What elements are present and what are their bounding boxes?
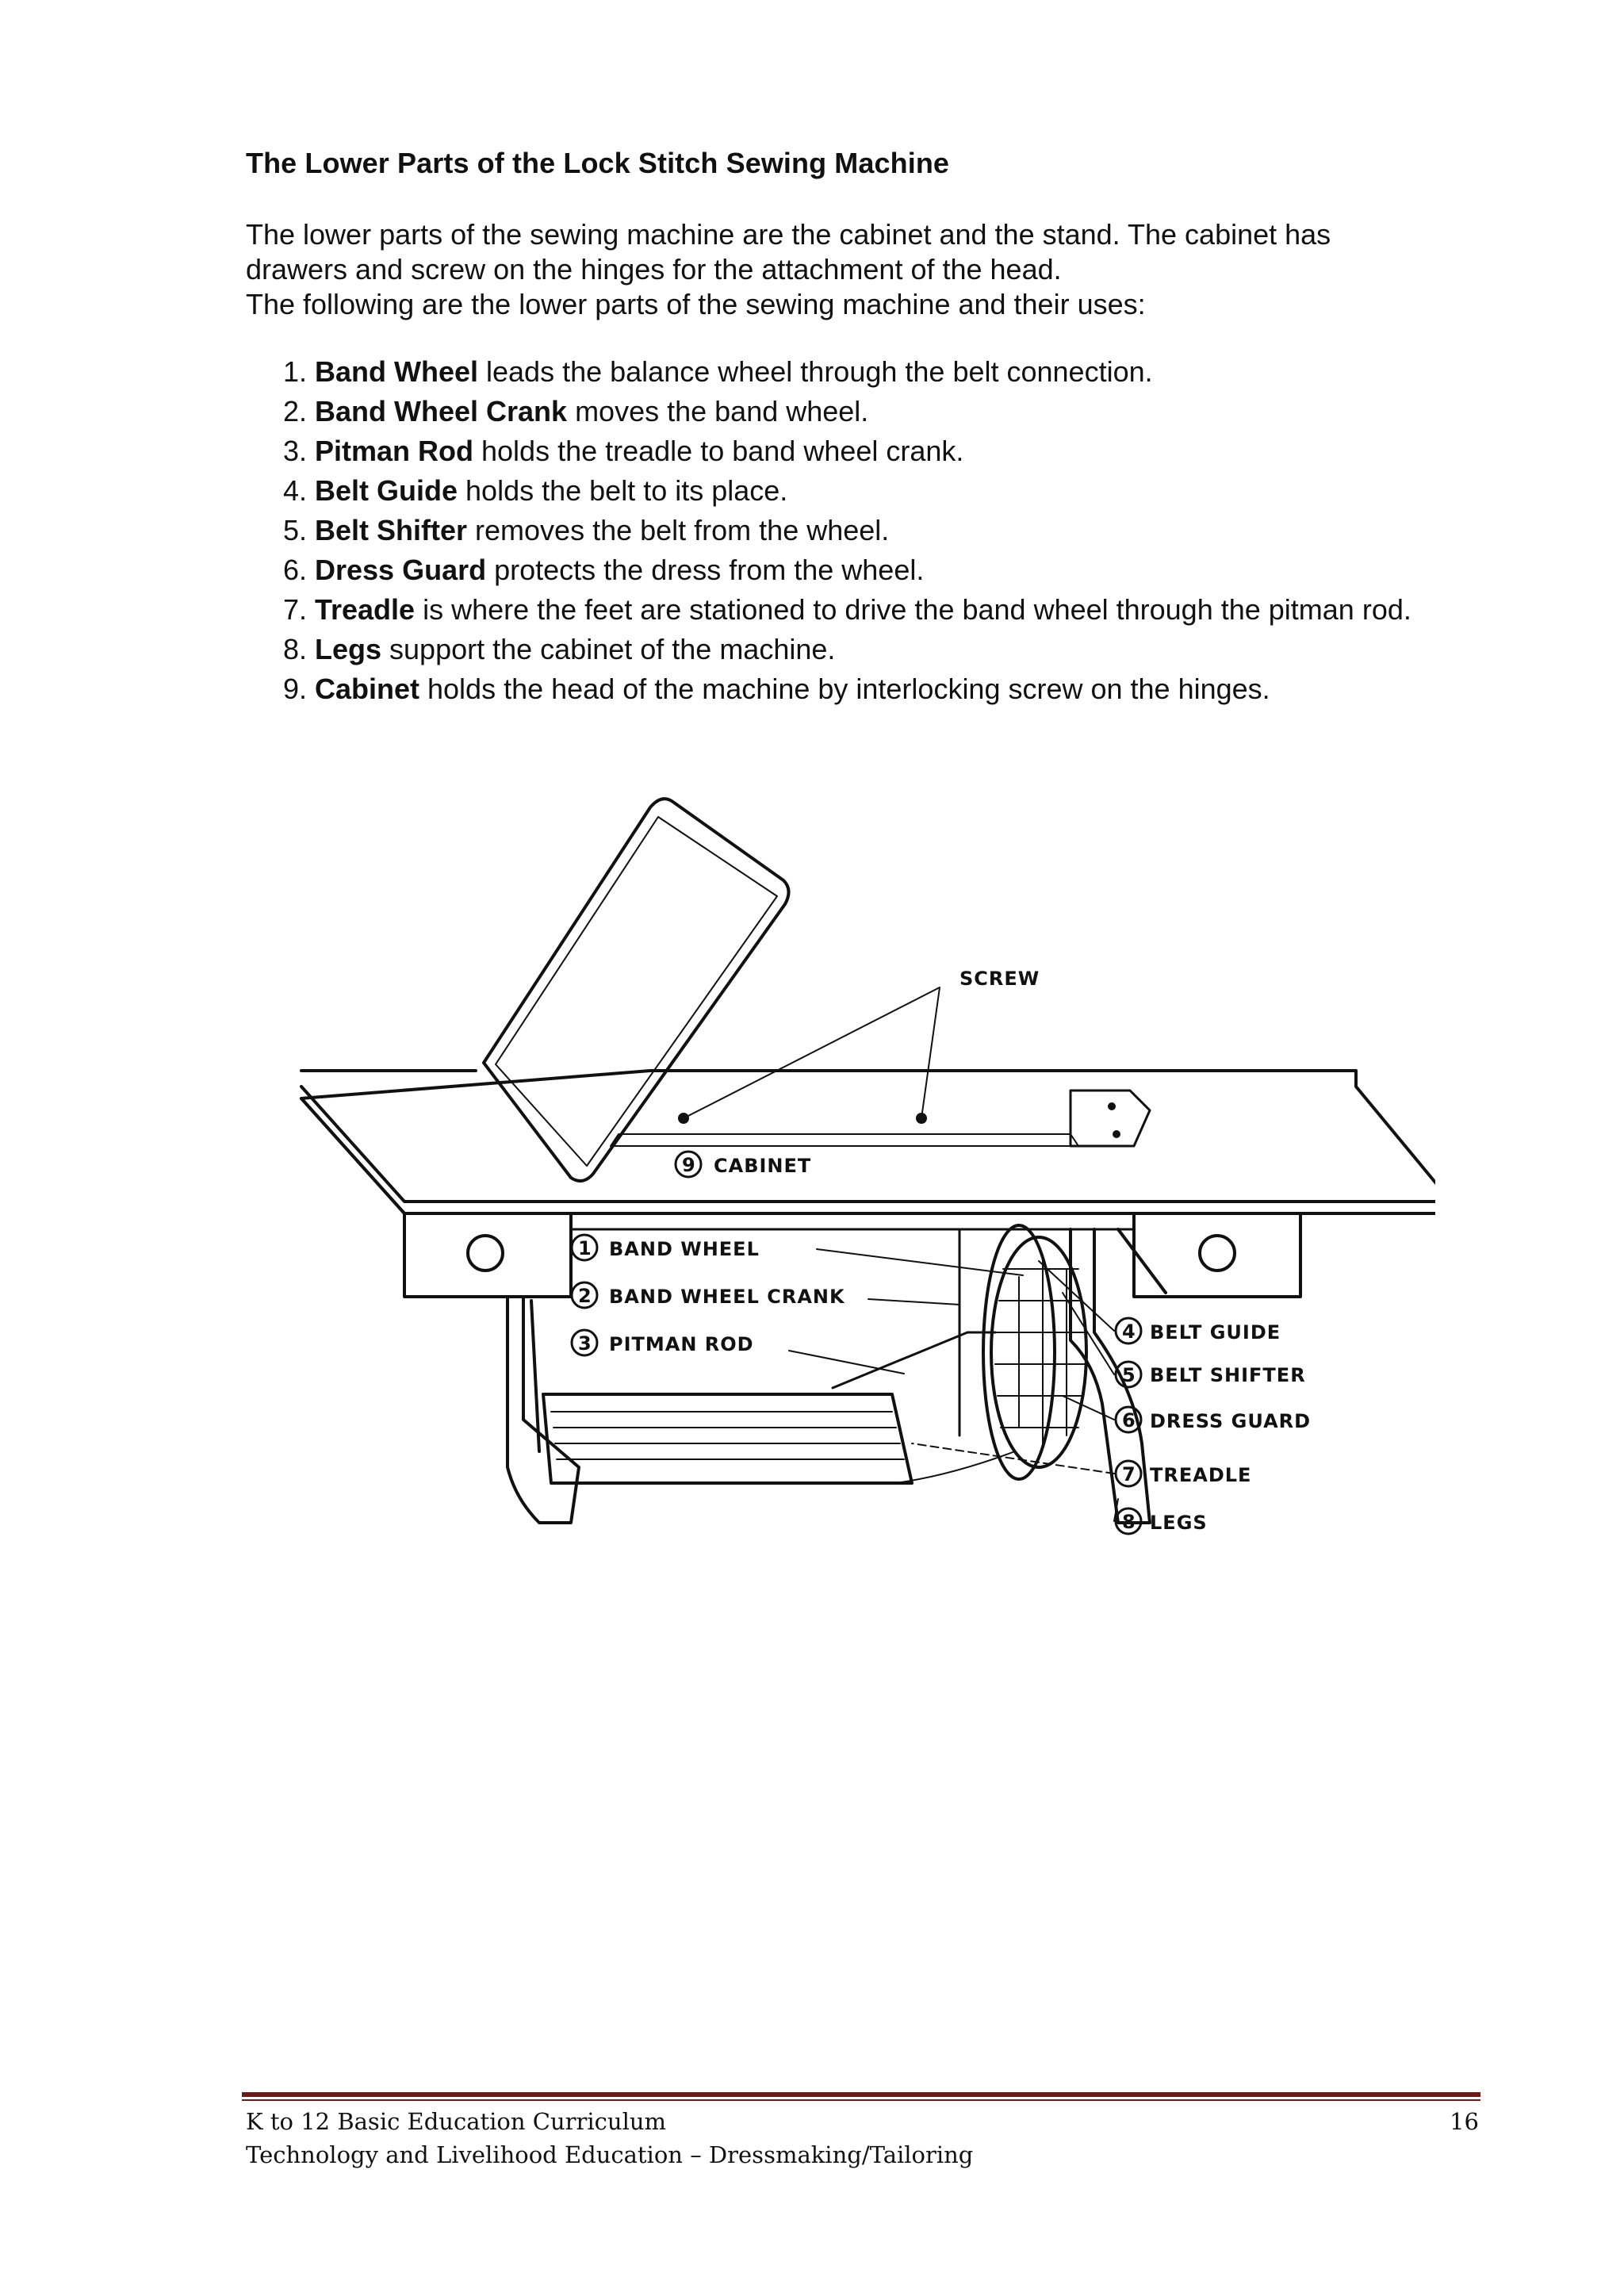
part-term: Cabinet xyxy=(315,673,420,705)
callout-text: SCREW xyxy=(959,968,1040,990)
label-band-wheel xyxy=(572,1235,1023,1275)
part-description: is where the feet are stationed to drive the band wheel through the pitman rod. xyxy=(415,593,1411,626)
item-number: 9. xyxy=(282,673,307,705)
footer-rule-thin xyxy=(242,2099,1480,2101)
part-term: Band Wheel Crank xyxy=(315,395,568,427)
item-number: 6. xyxy=(282,554,307,586)
callout-number: 3 xyxy=(578,1332,592,1355)
part-term: Dress Guard xyxy=(315,554,487,586)
callout-number: 9 xyxy=(682,1154,696,1176)
intro-paragraph xyxy=(246,217,1483,322)
part-description: holds the treadle to band wheel crank. xyxy=(473,435,964,467)
item-number: 5. xyxy=(282,514,307,546)
table-top xyxy=(301,1071,1435,1213)
callout-text: CABINET xyxy=(714,1155,812,1177)
sewing-machine-stand-diagram xyxy=(278,785,1435,1562)
label-treadle xyxy=(912,1443,1251,1486)
callout-text: BAND WHEEL xyxy=(609,1238,760,1260)
table-leaf xyxy=(484,799,789,1181)
list-item xyxy=(246,630,1546,669)
callout-number: 2 xyxy=(578,1285,592,1307)
label-screw xyxy=(959,968,1040,990)
part-description: leads the balance wheel through the belt connection. xyxy=(478,355,1153,388)
callout-number: 6 xyxy=(1122,1409,1136,1432)
callout-text: DRESS GUARD xyxy=(1150,1410,1312,1432)
list-item xyxy=(246,431,1546,471)
item-number: 4. xyxy=(282,474,307,507)
footer-subject: Technology and Livelihood Education – Dressmaking/Tailoring xyxy=(246,2141,974,2168)
parts-uses-list xyxy=(246,352,1546,709)
footer-curriculum: K to 12 Basic Education Curriculum xyxy=(246,2108,667,2135)
callout-number: 5 xyxy=(1122,1364,1136,1386)
list-item xyxy=(246,669,1546,709)
item-number: 8. xyxy=(282,633,307,665)
list-item xyxy=(246,352,1546,392)
list-item xyxy=(246,471,1546,511)
item-number: 7. xyxy=(282,593,307,626)
screws xyxy=(678,987,940,1124)
callout-text: BAND WHEEL CRANK xyxy=(609,1286,845,1308)
callout-text: TREADLE xyxy=(1150,1464,1252,1486)
label-dress-guard xyxy=(1063,1396,1311,1432)
page-footer xyxy=(246,2105,1479,2171)
label-band-wheel-crank xyxy=(572,1282,959,1308)
intro-line: The following are the lower parts of the sewing machine and their uses: xyxy=(246,288,1146,320)
section-title: The Lower Parts of the Lock Stitch Sewing Machine xyxy=(246,147,950,179)
list-item xyxy=(246,392,1546,431)
callout-number: 1 xyxy=(578,1237,592,1259)
part-description: removes the belt from the wheel. xyxy=(467,514,890,546)
part-term: Belt Shifter xyxy=(315,514,468,546)
part-description: moves the band wheel. xyxy=(567,395,869,427)
part-term: Legs xyxy=(315,633,382,665)
part-term: Pitman Rod xyxy=(315,435,474,467)
callout-text: BELT GUIDE xyxy=(1150,1321,1281,1343)
label-cabinet xyxy=(676,1152,811,1177)
item-number: 2. xyxy=(282,395,307,427)
part-term: Treadle xyxy=(315,593,416,626)
drawers xyxy=(404,1213,1300,1297)
intro-line: drawers and screw on the hinges for the attachment of the head. xyxy=(246,253,1062,286)
callout-number: 8 xyxy=(1122,1511,1136,1533)
part-description: support the cabinet of the machine. xyxy=(381,633,836,665)
intro-line: The lower parts of the sewing machine are the cabinet and the stand. The cabinet has xyxy=(246,218,1331,251)
treadle xyxy=(543,1394,912,1483)
part-description: holds the head of the machine by interlocking screw on the hinges. xyxy=(419,673,1270,705)
list-item xyxy=(246,590,1546,630)
callout-text: PITMAN ROD xyxy=(609,1333,754,1355)
callout-text: BELT SHIFTER xyxy=(1150,1364,1306,1386)
part-description: protects the dress from the wheel. xyxy=(486,554,925,586)
part-term: Belt Guide xyxy=(315,474,458,507)
label-legs xyxy=(1114,1499,1208,1534)
callout-number: 4 xyxy=(1122,1320,1136,1343)
part-description: holds the belt to its place. xyxy=(458,474,788,507)
page-number: 16 xyxy=(1450,2108,1479,2135)
callout-text: LEGS xyxy=(1150,1512,1208,1534)
callout-number: 7 xyxy=(1122,1463,1136,1485)
list-item xyxy=(246,550,1546,590)
label-pitman-rod xyxy=(572,1330,904,1374)
footer-rule xyxy=(242,2092,1480,2097)
item-number: 1. xyxy=(282,355,307,388)
list-item xyxy=(246,511,1546,550)
item-number: 3. xyxy=(282,435,307,467)
part-term: Band Wheel xyxy=(315,355,479,388)
